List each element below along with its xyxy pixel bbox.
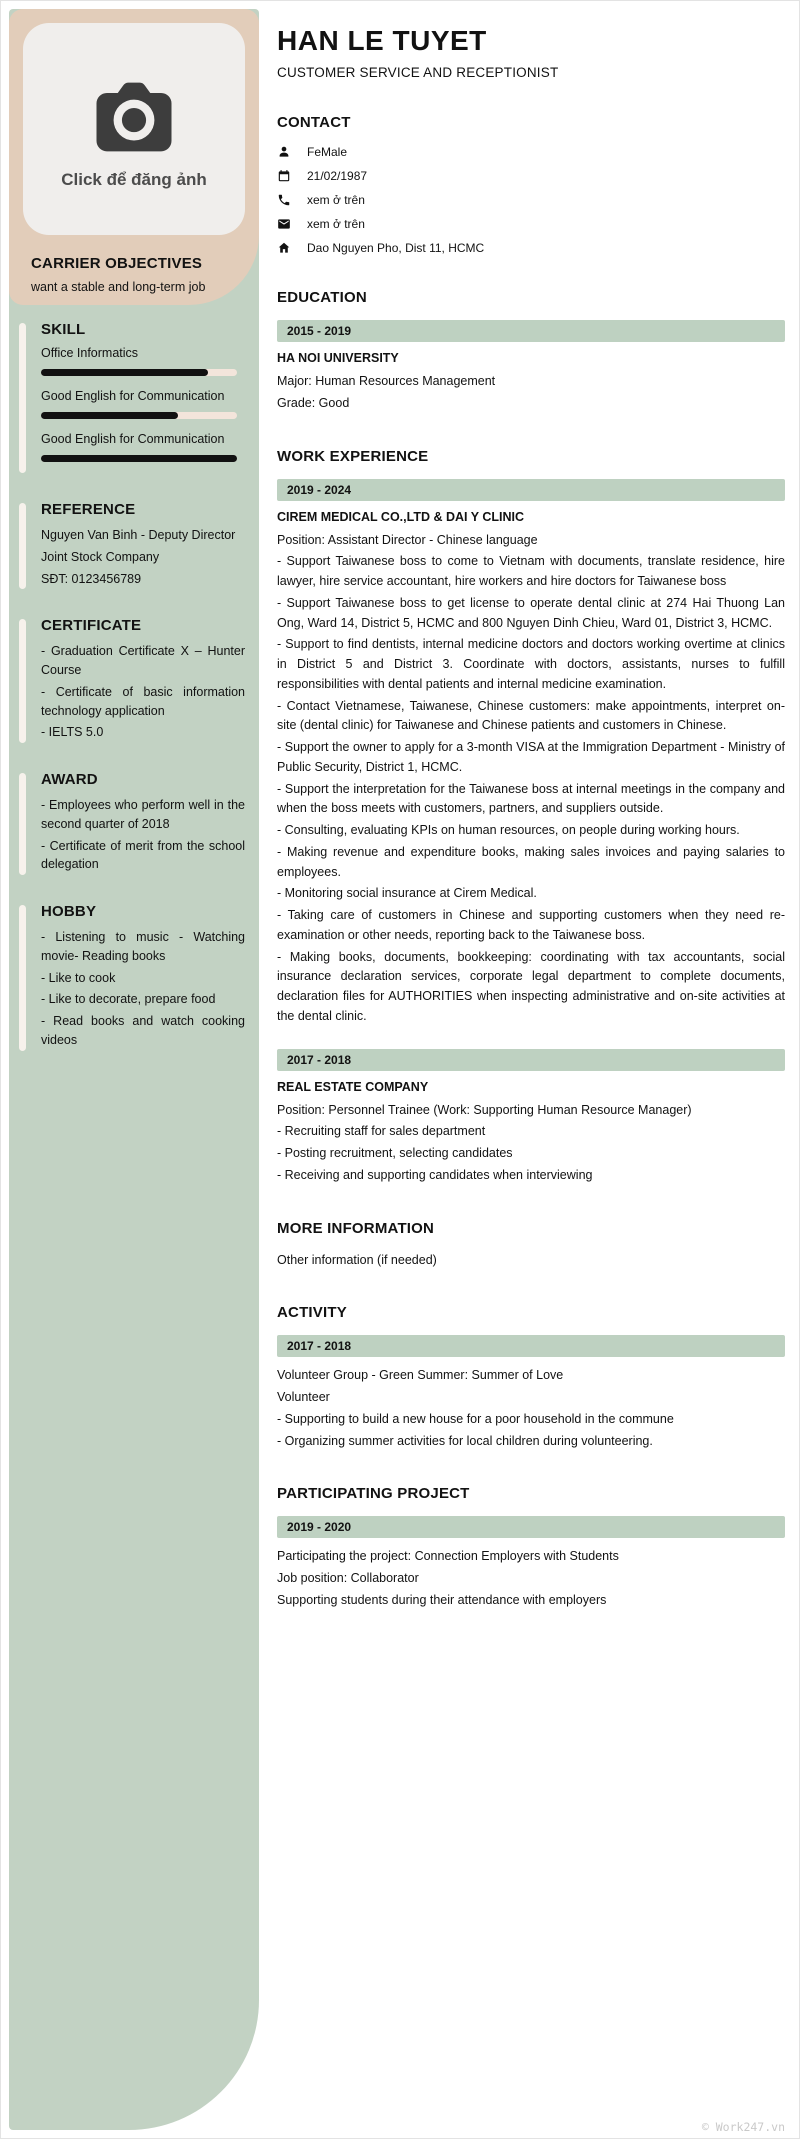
contact-dob-row [277,169,785,183]
activity-lines [277,1366,785,1451]
reference-line: SĐT: 0123456789 [41,571,142,586]
contact-section [277,114,785,255]
reference-section [19,501,245,591]
skill-section [19,321,245,475]
skill-bar-track [41,369,237,376]
job-period-badge: 2019 - 2024 [277,479,785,501]
main-column [277,9,785,1613]
photo-block [9,9,259,305]
skill-bar-track [41,455,237,462]
project-line: Job position: Collaborator [277,1571,419,1585]
education-school: HA NOI UNIVERSITY [277,351,399,365]
skill-bar-fill [41,369,208,376]
candidate-role: CUSTOMER SERVICE AND RECEPTIONIST [277,65,559,80]
project-line: Supporting students during their attendance with employers [277,1592,607,1607]
skill-title: SKILL [41,321,86,338]
job-line: - Support the interpretation for the Taiwanese boss at internal meetings in the company and when the boss meets with customers, partners, and suppliers outside. [277,781,785,816]
job-lines [277,1101,785,1186]
watermark: © Work247.vn [701,2120,785,2134]
job-entry [277,1049,785,1186]
job-line: - Receiving and supporting candidates when interviewing [277,1167,593,1182]
carrier-objectives-section [9,249,259,294]
activity-line: - Organizing summer activities for local children during volunteering. [277,1433,653,1448]
certificate-line: - Certificate of basic information technology application [41,684,245,718]
sidebar-sections [19,321,245,1053]
job-line: - Support to find dentists, internal medicine doctors and doctors working overtime at clinics in District 5 and District 3. Coordinate with doctors, assistants, nurses to fulfill responsibilities with dental patients and internal medicine examination. [277,637,785,691]
certificate-lines [41,642,245,742]
activity-line: - Supporting to build a new house for a poor household in the commune [277,1411,674,1426]
photo-upload-button[interactable] [23,23,245,235]
education-period-badge: 2015 - 2019 [277,320,785,342]
candidate-name: HAN LE TUYET [277,25,487,56]
job-line: - Support the owner to apply for a 3-month VISA at the Immigration Department - Ministry of Public Security, District 1, HCMC. [277,740,785,774]
activity-line: Volunteer [277,1390,330,1404]
more-information-text: Other information (if needed) [277,1252,437,1267]
home-icon [277,241,291,255]
email-icon [277,217,291,231]
education-title: EDUCATION [277,289,367,306]
contact-email-value: xem ở trên [307,217,365,231]
skill-label: Office Informatics [41,346,139,360]
reference-line: Nguyen Van Binh - Deputy Director [41,528,236,542]
activity-line: Volunteer Group - Green Summer: Summer of Love [277,1368,564,1383]
sidebar [9,9,259,2130]
skill-bar-track [41,412,237,419]
contact-phone-row [277,193,785,207]
job-line: - Contact Vietnamese, Taiwanese, Chinese customers: make appointments, interpret on-site (dental clinic) for Taiwanese and Chinese patients and customers in Chinese. [277,698,785,733]
more-information-title: MORE INFORMATION [277,1219,435,1237]
contact-address-value: Dao Nguyen Pho, Dist 11, HCMC [307,241,485,255]
education-line: Grade: Good [277,395,350,410]
job-line: - Consulting, evaluating KPIs on human resources, on people during working hours. [277,823,740,837]
job-lines [277,531,785,1027]
award-title: AWARD [41,771,98,788]
project-section [277,1485,785,1610]
more-information-section [277,1220,785,1271]
reference-lines [41,526,245,588]
hobby-line: - Like to decorate, prepare food [41,992,216,1007]
contact-dob-value: 21/02/1987 [307,169,368,183]
hobby-line: - Like to cook [41,970,116,985]
carrier-objectives-title: CARRIER OBJECTIVES [31,255,203,272]
skill-item [41,346,245,376]
job-period-badge: 2017 - 2018 [277,1049,785,1071]
skill-item [41,389,245,419]
work-experience-title: WORK EXPERIENCE [277,447,429,465]
camera-icon [75,68,193,168]
contact-gender-value: FeMale [307,145,348,159]
job-line: - Making books, documents, bookkeeping: coordinating with tax accountants, social insurance declaration services, corporate legal department to complete documents, declaration files for AUTHORITIES when inspecting administrative and on-site activities at the dental clinic. [277,949,785,1023]
activity-period-badge: 2017 - 2018 [277,1335,785,1357]
hobby-line: - Read books and watch cooking videos [41,1014,245,1047]
job-company: CIREM MEDICAL CO.,LTD & DAI Y CLINIC [277,509,524,524]
activity-section [277,1304,785,1451]
skill-label: Good English for Communication [41,432,225,446]
calendar-icon [277,169,291,183]
photo-upload-label: Click để đăng ảnh [61,170,207,189]
contact-title: CONTACT [277,114,351,131]
job-line: - Support Taiwanese boss to come to Vietnam with documents, translate residence, hire lawyer, hire service accountant, hire workers and hire doctors for Taiwanese boss [277,554,785,588]
certificate-line: - IELTS 5.0 [41,725,104,740]
project-title: PARTICIPATING PROJECT [277,1485,470,1503]
job-line: - Recruiting staff for sales department [277,1124,486,1139]
job-line: - Posting recruitment, selecting candidates [277,1146,513,1160]
education-line: Major: Human Resources Management [277,374,496,388]
skill-item [41,432,245,462]
project-period-badge: 2019 - 2020 [277,1516,785,1538]
contact-gender-row [277,145,785,159]
certificate-line: - Graduation Certificate X – Hunter Course [41,644,245,677]
skill-bar-fill [41,455,237,462]
certificate-section [19,617,245,745]
hobby-lines [41,928,245,1050]
contact-address-row [277,241,785,255]
project-line: Participating the project: Connection Employers with Students [277,1549,619,1564]
job-line: - Taking care of customers in Chinese and supporting customers when they need re-examination or other needs, reporting back to the Taiwanese boss. [277,908,785,942]
education-lines [277,372,785,414]
contact-email-row [277,217,785,231]
hobby-title: HOBBY [41,903,97,920]
skill-bar-fill [41,412,178,419]
job-line: Position: Personnel Trainee (Work: Supporting Human Resource Manager) [277,1102,692,1117]
award-section [19,771,245,877]
activity-title: ACTIVITY [277,1304,347,1322]
work-experience-section [277,448,785,1186]
job-line: - Monitoring social insurance at Cirem Medical. [277,886,537,901]
job-line: - Making revenue and expenditure books, making sales invoices and paying salaries to employees. [277,844,785,879]
carrier-objectives-text: want a stable and long-term job [31,280,206,294]
certificate-title: CERTIFICATE [41,617,142,635]
skill-label: Good English for Communication [41,389,225,403]
award-line: - Employees who perform well in the second quarter of 2018 [41,798,245,831]
job-line: - Support Taiwanese boss to get license to operate dental clinic at 274 Hai Thuong Lan Ong, Ward 14, District 5, HCMC and 800 Nguyen Dinh Chieu, Ward 01, District 3, HCMC. [277,595,785,630]
job-line: Position: Assistant Director - Chinese language [277,532,538,547]
hobby-line: - Listening to music - Watching movie- Reading books [41,930,245,963]
award-line: - Certificate of merit from the school delegation [41,838,245,872]
job-company: REAL ESTATE COMPANY [277,1079,429,1094]
reference-line: Joint Stock Company [41,549,160,564]
person-icon [277,145,291,159]
contact-phone-value: xem ở trên [307,193,365,207]
award-lines [41,796,245,874]
skill-list [41,346,245,462]
job-entry [277,479,785,1027]
education-section [277,289,785,414]
hobby-section [19,903,245,1053]
project-lines [277,1547,785,1610]
phone-icon [277,193,291,207]
reference-title: REFERENCE [41,501,136,518]
